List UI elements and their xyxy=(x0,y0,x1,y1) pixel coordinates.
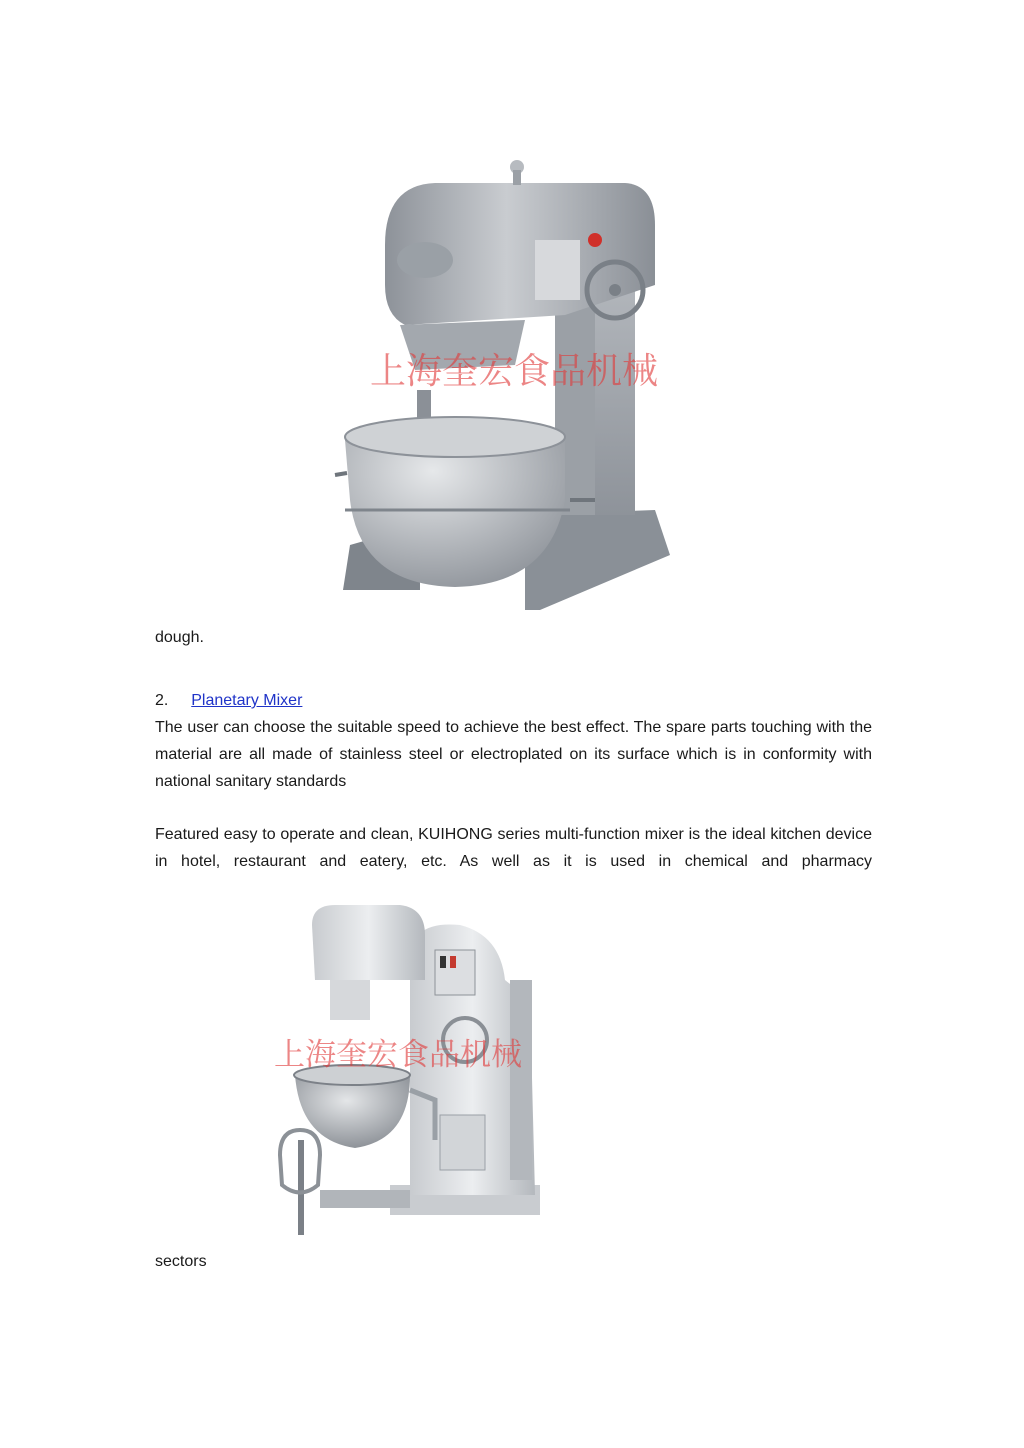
stand-mixer-image xyxy=(325,155,685,620)
watermark-text: 上海奎宏食品机械 xyxy=(274,1037,522,1073)
watermark-text: 上海奎宏食品机械 xyxy=(370,351,659,392)
list-number: 2. xyxy=(155,692,169,709)
body-paragraph: The user can choose the suitable speed to achieve the best effect. The spare parts touching with the material are all made of stainless steel or electroplated on its surface which is in conformity with national sanitary standards xyxy=(155,719,872,790)
planetary-mixer-image xyxy=(260,900,545,1245)
caption-text: sectors xyxy=(155,1253,207,1270)
body-paragraph: Featured easy to operate and clean, KUIHONG series multi-function mixer is the ideal kitchen device in hotel, restaurant and eatery, etc. As well as it is used in chemical and pharmacy xyxy=(155,826,872,870)
planetary-mixer-link[interactable]: Planetary Mixer xyxy=(191,692,303,709)
caption-text: dough. xyxy=(155,629,204,646)
section-heading xyxy=(155,687,872,714)
